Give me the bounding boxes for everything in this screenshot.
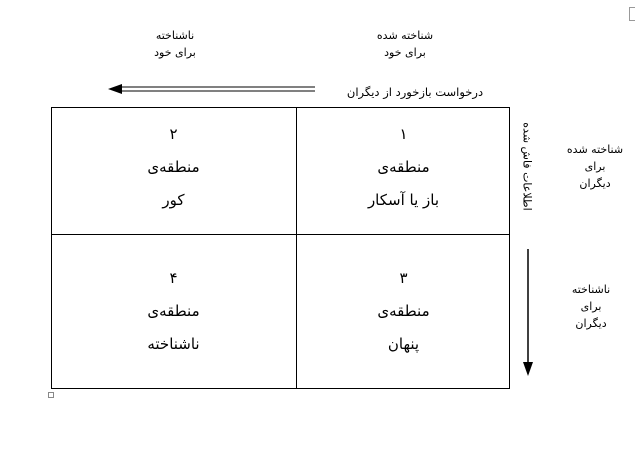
unknown-to-others-label [551, 281, 631, 332]
quadrant-blind [51, 118, 296, 217]
known-to-others-label [555, 141, 635, 192]
feedback-label: درخواست بازخورد از دیگران [346, 85, 484, 99]
quadrant-open-title: منطقه‌ی [377, 158, 430, 176]
quadrant-unknown-name: ناشناخته [147, 335, 200, 353]
unknown-to-others-line3: دیگران [575, 317, 607, 330]
grid-horizontal-divider [51, 234, 510, 235]
quadrant-blind-number: ۲ [169, 125, 178, 143]
known-to-others-line2: برای [584, 160, 606, 173]
quadrant-open [297, 118, 510, 217]
unknown-to-self-line2: برای خود [154, 46, 196, 59]
table-resize-handle[interactable] [48, 392, 54, 398]
unknown-to-self-line1: ناشناخته [155, 29, 195, 42]
known-to-self-line2: برای خود [384, 46, 426, 59]
quadrant-open-number: ۱ [399, 125, 408, 143]
unknown-to-others-line1: ناشناخته [571, 283, 611, 296]
quadrant-hidden-name: پنهان [387, 335, 420, 353]
disclosure-arrow [521, 249, 535, 377]
quadrant-unknown-number: ۴ [169, 269, 178, 287]
quadrant-hidden-title: منطقه‌ی [377, 302, 430, 320]
known-to-others-line1: شناخته شده [566, 143, 624, 156]
known-to-others-line3: دیگران [579, 177, 611, 190]
page-corner-mark [629, 7, 635, 21]
unknown-to-self-label [135, 27, 215, 61]
feedback-arrow [105, 82, 320, 96]
quadrant-unknown-title: منطقه‌ی [147, 302, 200, 320]
unknown-to-others-line2: برای [580, 300, 602, 313]
quadrant-blind-title: منطقه‌ی [147, 158, 200, 176]
quadrant-unknown [51, 262, 296, 361]
quadrant-blind-name: کور [162, 191, 185, 209]
quadrant-open-name: باز یا آسکار [367, 191, 440, 209]
disclosure-label: اطلاعات فاش شده [520, 122, 534, 211]
known-to-self-line1: شناخته شده [376, 29, 434, 42]
quadrant-hidden [297, 262, 510, 361]
known-to-self-label [360, 27, 450, 61]
quadrant-hidden-number: ۳ [399, 269, 408, 287]
